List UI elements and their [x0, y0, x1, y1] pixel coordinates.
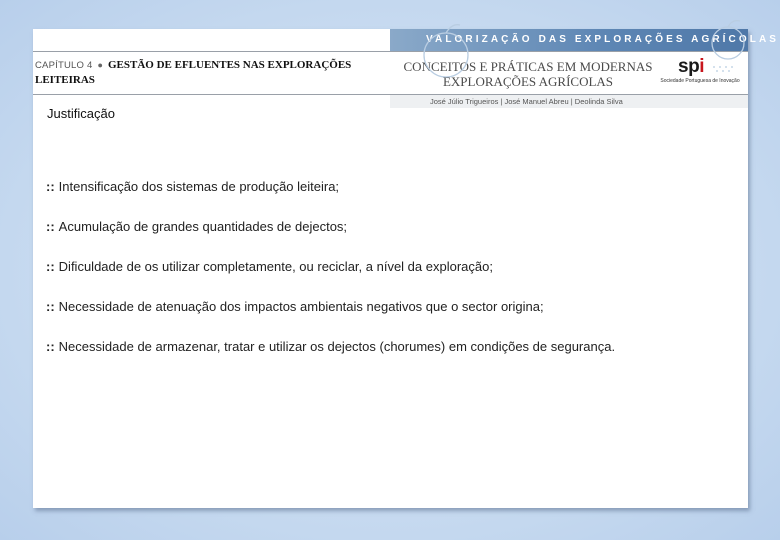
list-item-text: Necessidade de armazenar, tratar e utilizar os dejectos (chorumes) em condições de segurança.	[58, 339, 616, 354]
spi-logo	[656, 56, 744, 90]
book-title-line-2: EXPLORAÇÕES AGRÍCOLAS	[442, 74, 614, 89]
logo-accent: i	[699, 56, 704, 77]
logo-subtitle: Sociedade Portuguesa de Inovação	[660, 78, 740, 84]
logo-mark	[678, 56, 704, 78]
list-item-text: Acumulação de grandes quantidades de dejectos;	[58, 219, 348, 234]
series-banner	[390, 29, 780, 51]
bullet-marker: ::	[46, 339, 55, 354]
chapter-heading	[35, 58, 385, 88]
book-title-line-1: CONCEITOS E PRÁTICAS EM MODERNAS	[403, 59, 653, 74]
bullet-marker: ::	[46, 179, 55, 194]
authors-line: José Júlio Trigueiros | José Manuel Abreu | Deolinda Silva	[390, 95, 748, 108]
chapter-separator: ●	[97, 60, 103, 70]
chapter-title: GESTÃO DE EFLUENTES NAS EXPLORAÇÕES LEITEIRAS	[35, 59, 352, 86]
list-item	[46, 299, 544, 314]
list-item	[46, 179, 339, 194]
list-item	[46, 339, 615, 354]
list-item	[46, 259, 493, 274]
bullet-marker: ::	[46, 219, 55, 234]
slide	[33, 29, 780, 508]
bullet-marker: ::	[46, 299, 55, 314]
bullet-marker: ::	[46, 259, 55, 274]
chapter-label: CAPÍTULO 4	[35, 60, 93, 71]
list-item	[46, 219, 347, 234]
logo-text: sp	[678, 56, 700, 77]
list-item-text: Dificuldade de os utilizar completamente, ou reciclar, a nível da exploração;	[58, 259, 493, 274]
series-banner-text: VALORIZAÇÃO DAS EXPLORAÇÕES AGRÍCOLAS	[426, 34, 780, 45]
book-header	[390, 51, 748, 95]
book-title	[398, 59, 658, 89]
section-title: Justificação	[47, 106, 115, 121]
chapter-header	[33, 51, 391, 95]
list-item-text: Necessidade de atenuação dos impactos ambientais negativos que o sector origina;	[58, 299, 544, 314]
list-item-text: Intensificação dos sistemas de produção leiteira;	[58, 179, 340, 194]
